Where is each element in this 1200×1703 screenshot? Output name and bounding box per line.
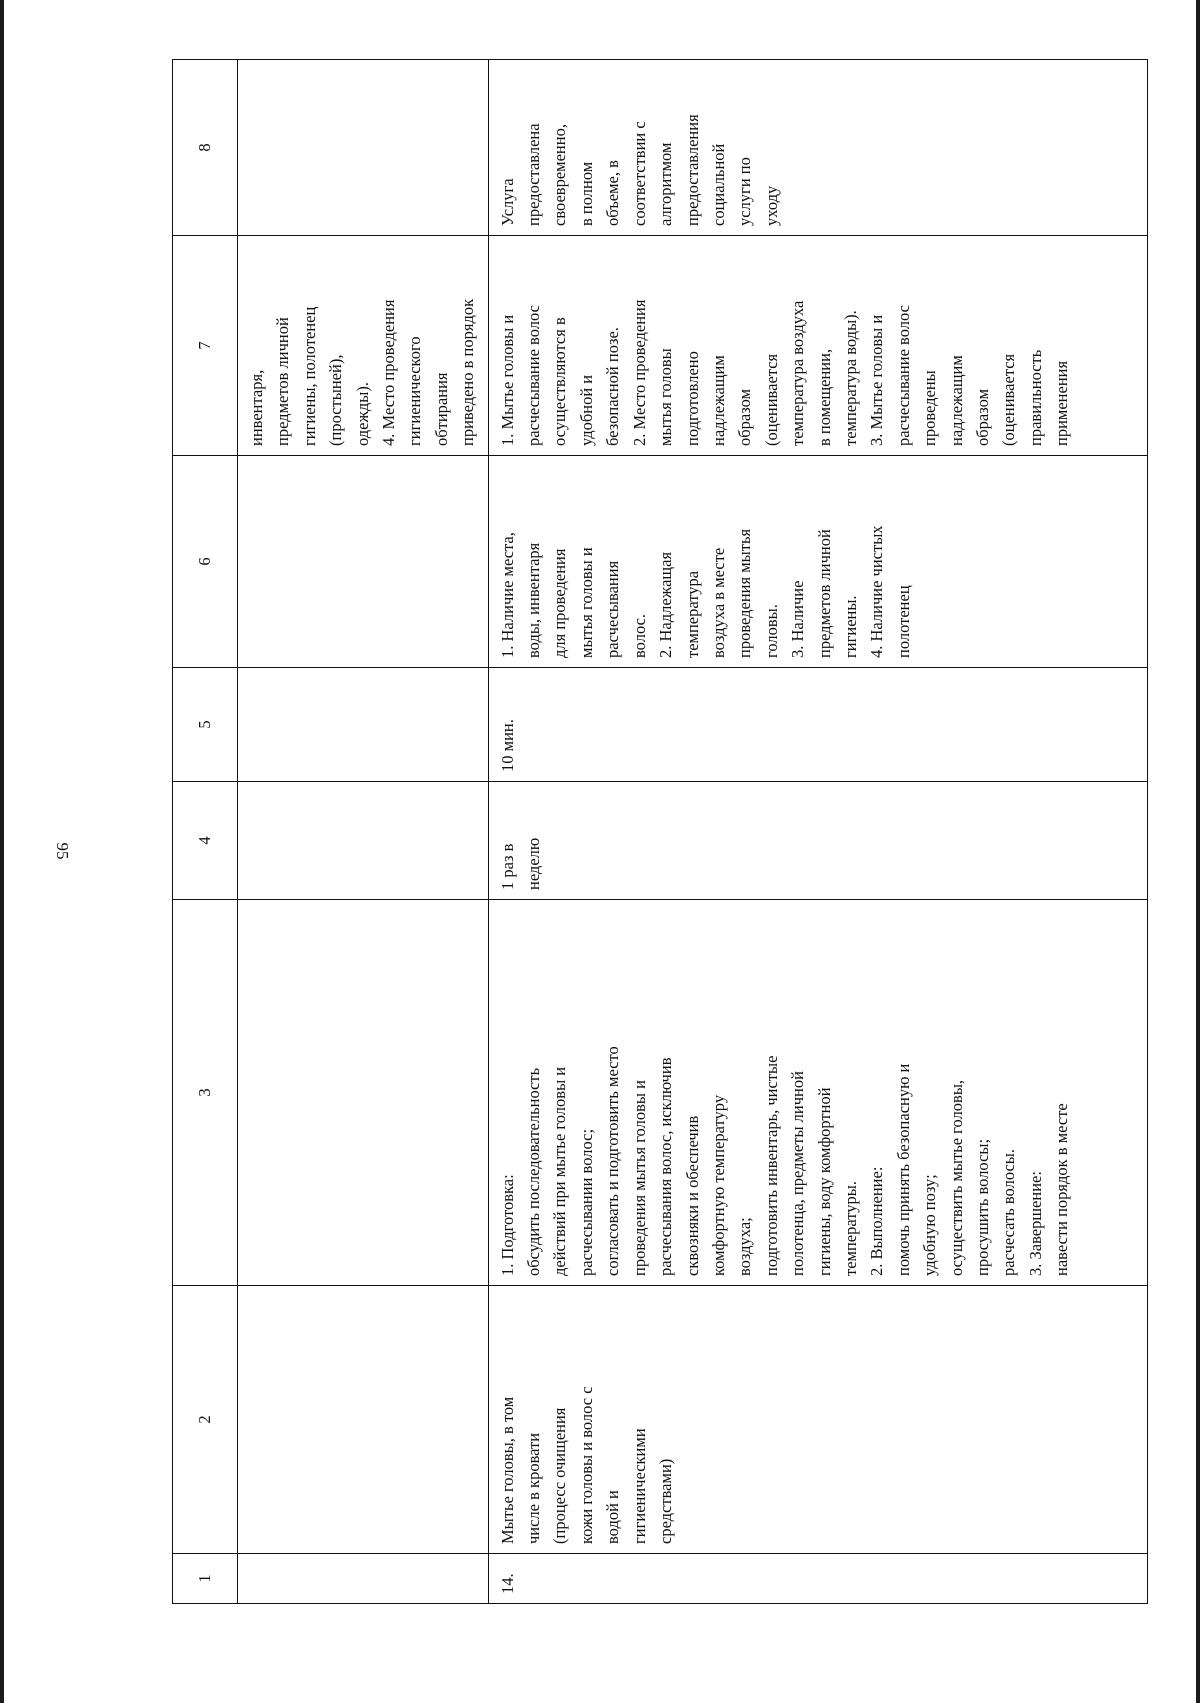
continuation-row [238,60,489,1604]
column-number-row [173,60,238,1604]
continuation-cell-5 [238,668,489,782]
continuation-cell-3 [238,900,489,1286]
table-row [488,60,1147,1604]
scan-left-edge [0,0,4,1703]
result-cell: Услуга предоставлена своевременно, в полном объеме, в соответствии с алгоритмом предоставления социальной услуги по уходу [488,60,1147,236]
continuation-cell-1 [238,1554,489,1604]
page-number: 95 [53,842,72,860]
service-standards-table [172,59,1148,1604]
column-number-6: 6 [173,456,238,668]
frequency-cell: 1 раз в неделю [488,782,1147,900]
column-number-2: 2 [173,1286,238,1554]
continuation-cell-2 [238,1286,489,1554]
row-number-cell: 14. [488,1554,1147,1604]
duration-cell: 10 мин. [488,668,1147,782]
column-number-5: 5 [173,668,238,782]
column-number-1: 1 [173,1554,238,1604]
column-number-3: 3 [173,900,238,1286]
continuation-quality-cell: инвентаря, предметов личной гигиены, полотенец (простыней), одежды). 4. Место проведения гигиенического обтирания приведено в порядок [238,236,489,456]
column-number-7: 7 [173,236,238,456]
column-number-8: 8 [173,60,238,236]
continuation-cell-4 [238,782,489,900]
conditions-cell: 1. Наличие места, воды, инвентаря для проведения мытья головы и расчесывания волос. 2. Надлежащая температура воздуха в месте проведения мытья головы. 3. Наличие предметов личной гигиены. 4. Наличие чистых полотенец [488,456,1147,668]
quality-criteria-cell: 1. Мытье головы и расчесывание волос осуществляются в удобной и безопасной позе. 2. Место проведения мытья головы подготовлено надлежащим образом (оценивается температура воздуха в помещении, температура воды). 3. Мытье головы и расчесывание волос проведены надлежащим образом (оценивается правильность применения [488,236,1147,456]
continuation-cell-8 [238,60,489,236]
service-name-cell: Мытье головы, в том числе в кровати (процесс очищения кожи головы и волос с водой и гигиеническими средствами) [488,1286,1147,1554]
rotated-table-container [172,60,1148,1604]
service-steps-cell: 1. Подготовка: обсудить последовательность действий при мытье головы и расчесывании волос; согласовать и подготовить место проведения мытья головы и расчесывания волос, исключив сквозняки и обеспечив комфортную температуру воздуха; подготовить инвентарь, чистые полотенца, предметы личной гигиены, воду комфортной температуры. 2. Выполнение: помочь принять безопасную и удобную позу; осуществить мытье головы, просушить волосы; расчесать волосы. 3. Завершение: навести порядок в месте [488,900,1147,1286]
column-number-4: 4 [173,782,238,900]
continuation-cell-6 [238,456,489,668]
scan-right-edge [1196,0,1200,1703]
